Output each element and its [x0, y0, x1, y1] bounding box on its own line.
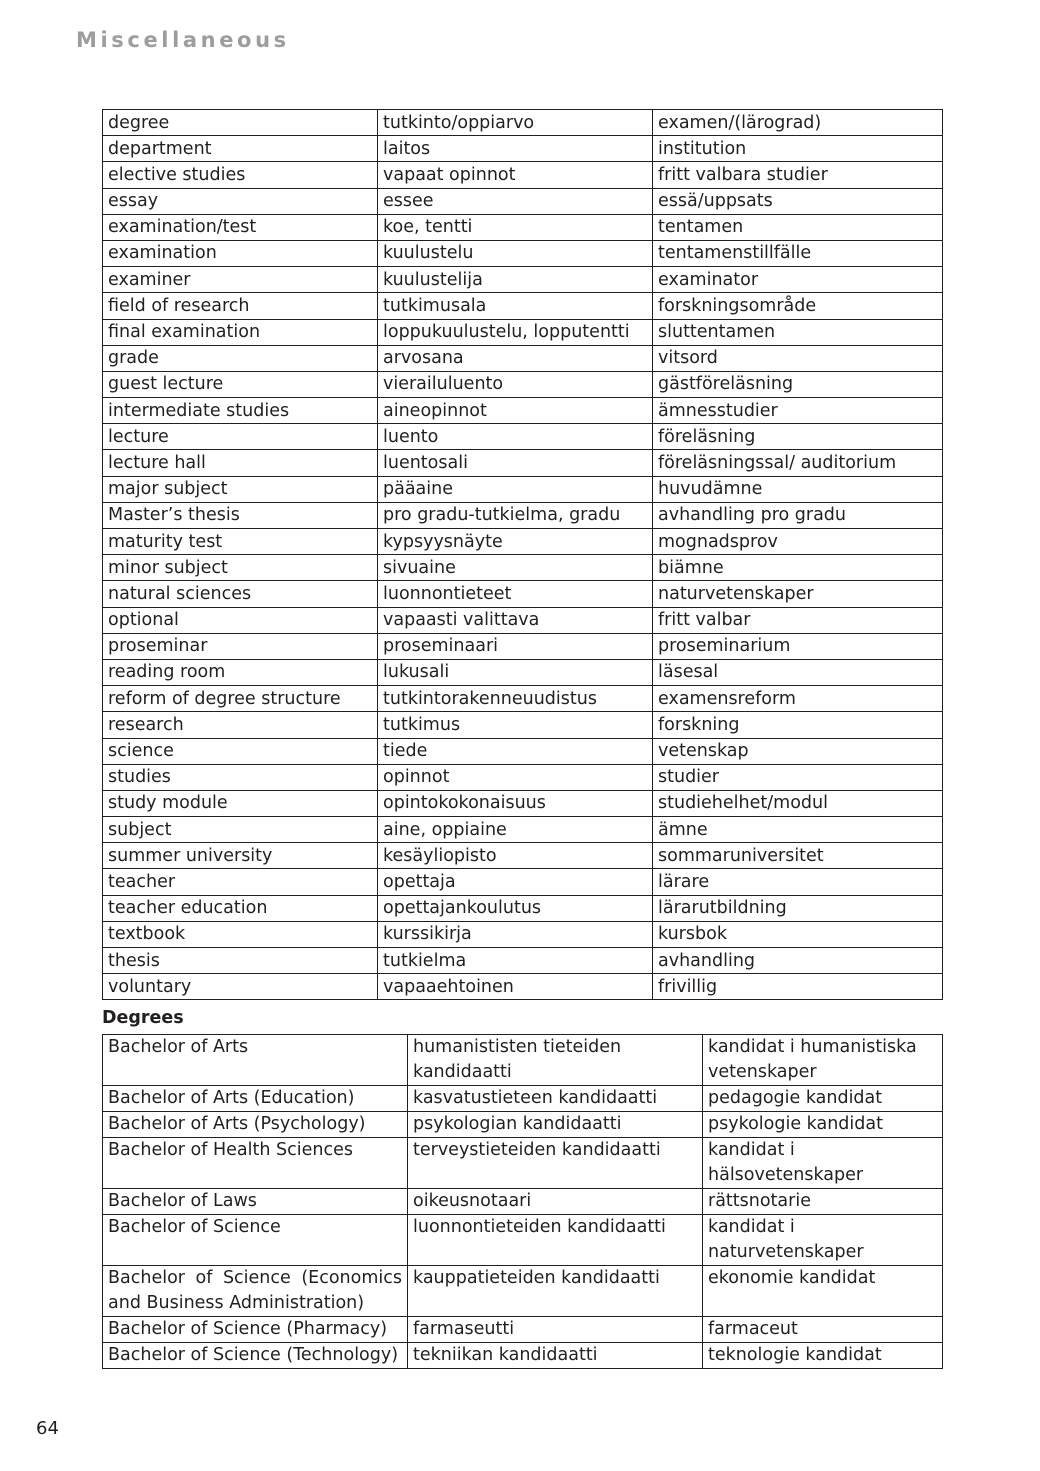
swedish-term-cell: fritt valbar	[653, 607, 943, 633]
finnish-term-cell: psykologian kandidaatti	[408, 1112, 703, 1138]
english-term-cell: examination	[103, 240, 378, 266]
swedish-term-cell: kandidat i hälsovetenskaper	[703, 1138, 943, 1189]
english-term-cell: Bachelor of Science (Pharmacy)	[103, 1317, 408, 1343]
table-row	[103, 188, 943, 214]
swedish-term-cell: sluttentamen	[653, 319, 943, 345]
table-row	[103, 293, 943, 319]
finnish-term-cell: kesäyliopisto	[378, 843, 653, 869]
swedish-term-cell: teknologie kandidat	[703, 1343, 943, 1369]
english-term-cell: science	[103, 738, 378, 764]
english-term-cell: Master’s thesis	[103, 502, 378, 528]
swedish-term-cell: tentamen	[653, 214, 943, 240]
swedish-term-cell: kandidat i humanistiska vetenskaper	[703, 1035, 943, 1086]
swedish-term-cell: institution	[653, 136, 943, 162]
table-row	[103, 895, 943, 921]
finnish-term-cell: farmaseutti	[408, 1317, 703, 1343]
english-term-cell: subject	[103, 817, 378, 843]
swedish-term-cell: proseminarium	[653, 633, 943, 659]
table-row	[103, 345, 943, 371]
english-term-cell: reform of degree structure	[103, 686, 378, 712]
finnish-term-cell: vapaasti valittava	[378, 607, 653, 633]
english-term-cell: studies	[103, 764, 378, 790]
swedish-term-cell: rättsnotarie	[703, 1189, 943, 1215]
table-row	[103, 1189, 943, 1215]
english-term-cell: grade	[103, 345, 378, 371]
swedish-term-cell: ekonomie kandidat	[703, 1266, 943, 1317]
table-row	[103, 1215, 943, 1266]
swedish-term-cell: lärarutbildning	[653, 895, 943, 921]
terms-table	[102, 109, 943, 1000]
finnish-term-cell: kypsyysnäyte	[378, 529, 653, 555]
swedish-term-cell: mognadsprov	[653, 529, 943, 555]
english-term-cell: thesis	[103, 948, 378, 974]
swedish-term-cell: studier	[653, 764, 943, 790]
finnish-term-cell: kurssikirja	[378, 921, 653, 947]
table-row	[103, 738, 943, 764]
finnish-term-cell: kauppatieteiden kandidaatti	[408, 1266, 703, 1317]
table-row	[103, 1138, 943, 1189]
swedish-term-cell: ämne	[653, 817, 943, 843]
finnish-term-cell: luonnontieteiden kandidaatti	[408, 1215, 703, 1266]
english-term-cell: final examination	[103, 319, 378, 345]
table-row	[103, 1266, 943, 1317]
table-row	[103, 843, 943, 869]
finnish-term-cell: aineopinnot	[378, 398, 653, 424]
swedish-term-cell: huvudämne	[653, 476, 943, 502]
english-term-cell: proseminar	[103, 633, 378, 659]
english-term-cell: Bachelor of Arts (Education)	[103, 1086, 408, 1112]
english-term-cell: elective studies	[103, 162, 378, 188]
table-row	[103, 214, 943, 240]
swedish-term-cell: kursbok	[653, 921, 943, 947]
finnish-term-cell: arvosana	[378, 345, 653, 371]
english-term-cell: major subject	[103, 476, 378, 502]
english-term-cell: minor subject	[103, 555, 378, 581]
table-row	[103, 921, 943, 947]
finnish-term-cell: tutkimusala	[378, 293, 653, 319]
finnish-term-cell: tutkielma	[378, 948, 653, 974]
finnish-term-cell: essee	[378, 188, 653, 214]
finnish-term-cell: loppukuulustelu, lopputentti	[378, 319, 653, 345]
english-term-cell: Bachelor of Science (Technology)	[103, 1343, 408, 1369]
swedish-term-cell: examen/(lärograd)	[653, 110, 943, 136]
running-head: Miscellaneous	[76, 28, 290, 52]
english-term-cell: guest lecture	[103, 371, 378, 397]
swedish-term-cell: läsesal	[653, 659, 943, 685]
english-term-cell: reading room	[103, 659, 378, 685]
swedish-term-cell: gästföreläsning	[653, 371, 943, 397]
english-term-cell: research	[103, 712, 378, 738]
finnish-term-cell: tutkintorakenneuudistus	[378, 686, 653, 712]
finnish-term-cell: laitos	[378, 136, 653, 162]
english-term-cell: Bachelor of Science	[103, 1215, 408, 1266]
table-row	[103, 371, 943, 397]
finnish-term-cell: koe, tentti	[378, 214, 653, 240]
table-row	[103, 529, 943, 555]
table-row	[103, 162, 943, 188]
english-term-cell: field of research	[103, 293, 378, 319]
swedish-term-cell: biämne	[653, 555, 943, 581]
finnish-term-cell: pro gradu-tutkielma, gradu	[378, 502, 653, 528]
table-row	[103, 607, 943, 633]
english-term-cell: lecture hall	[103, 450, 378, 476]
swedish-term-cell: föreläsning	[653, 424, 943, 450]
swedish-term-cell: studiehelhet/modul	[653, 790, 943, 816]
finnish-term-cell: oikeusnotaari	[408, 1189, 703, 1215]
english-term-cell: textbook	[103, 921, 378, 947]
table-row	[103, 110, 943, 136]
english-term-cell: Bachelor of Arts	[103, 1035, 408, 1086]
english-term-cell: Bachelor of Health Sciences	[103, 1138, 408, 1189]
finnish-term-cell: proseminaari	[378, 633, 653, 659]
swedish-term-cell: avhandling pro gradu	[653, 502, 943, 528]
finnish-term-cell: opinnot	[378, 764, 653, 790]
english-term-cell: department	[103, 136, 378, 162]
finnish-term-cell: sivuaine	[378, 555, 653, 581]
english-term-cell: examiner	[103, 267, 378, 293]
finnish-term-cell: humanististen tieteiden kandidaatti	[408, 1035, 703, 1086]
table-row	[103, 659, 943, 685]
table-row	[103, 136, 943, 162]
english-term-cell: degree	[103, 110, 378, 136]
finnish-term-cell: tutkinto/oppiarvo	[378, 110, 653, 136]
english-term-cell: study module	[103, 790, 378, 816]
swedish-term-cell: avhandling	[653, 948, 943, 974]
table-row	[103, 1035, 943, 1086]
table-row	[103, 712, 943, 738]
english-term-cell: summer university	[103, 843, 378, 869]
page-number: 64	[36, 1418, 59, 1439]
swedish-term-cell: farmaceut	[703, 1317, 943, 1343]
swedish-term-cell: frivillig	[653, 974, 943, 1000]
degrees-table	[102, 1034, 943, 1369]
swedish-term-cell: fritt valbara studier	[653, 162, 943, 188]
table-row	[103, 240, 943, 266]
table-row	[103, 476, 943, 502]
table-row	[103, 948, 943, 974]
finnish-term-cell: kasvatustieteen kandidaatti	[408, 1086, 703, 1112]
english-term-cell: Bachelor of Laws	[103, 1189, 408, 1215]
table-row	[103, 764, 943, 790]
table-row	[103, 450, 943, 476]
finnish-term-cell: kuulustelu	[378, 240, 653, 266]
english-term-cell: teacher	[103, 869, 378, 895]
swedish-term-cell: naturvetenskaper	[653, 581, 943, 607]
table-row	[103, 974, 943, 1000]
table-row	[103, 686, 943, 712]
finnish-term-cell: vapaat opinnot	[378, 162, 653, 188]
table-row	[103, 502, 943, 528]
swedish-term-cell: vitsord	[653, 345, 943, 371]
finnish-term-cell: vierailuluento	[378, 371, 653, 397]
english-term-cell: maturity test	[103, 529, 378, 555]
swedish-term-cell: examensreform	[653, 686, 943, 712]
table-row	[103, 581, 943, 607]
swedish-term-cell: forskningsområde	[653, 293, 943, 319]
table-row	[103, 869, 943, 895]
table-row	[103, 817, 943, 843]
english-term-cell: voluntary	[103, 974, 378, 1000]
swedish-term-cell: essä/uppsats	[653, 188, 943, 214]
finnish-term-cell: tekniikan kandidaatti	[408, 1343, 703, 1369]
swedish-term-cell: examinator	[653, 267, 943, 293]
english-term-cell: essay	[103, 188, 378, 214]
table-row	[103, 1112, 943, 1138]
english-term-cell: teacher education	[103, 895, 378, 921]
english-term-cell: lecture	[103, 424, 378, 450]
finnish-term-cell: lukusali	[378, 659, 653, 685]
swedish-term-cell: psykologie kandidat	[703, 1112, 943, 1138]
table-row	[103, 1343, 943, 1369]
swedish-term-cell: ämnesstudier	[653, 398, 943, 424]
table-row	[103, 555, 943, 581]
finnish-term-cell: luento	[378, 424, 653, 450]
finnish-term-cell: kuulustelija	[378, 267, 653, 293]
finnish-term-cell: vapaaehtoinen	[378, 974, 653, 1000]
finnish-term-cell: tiede	[378, 738, 653, 764]
table-row	[103, 319, 943, 345]
finnish-term-cell: opettajankoulutus	[378, 895, 653, 921]
finnish-term-cell: opettaja	[378, 869, 653, 895]
english-term-cell: examination/test	[103, 214, 378, 240]
english-term-cell: Bachelor of Science (Economics and Business Administration)	[103, 1266, 408, 1317]
swedish-term-cell: lärare	[653, 869, 943, 895]
finnish-term-cell: opintokokonaisuus	[378, 790, 653, 816]
swedish-term-cell: kandidat i naturvetenskaper	[703, 1215, 943, 1266]
english-term-cell: optional	[103, 607, 378, 633]
table-row	[103, 1317, 943, 1343]
table-row	[103, 398, 943, 424]
table-row	[103, 790, 943, 816]
table-row	[103, 267, 943, 293]
english-term-cell: natural sciences	[103, 581, 378, 607]
english-term-cell: Bachelor of Arts (Psychology)	[103, 1112, 408, 1138]
degrees-heading: Degrees	[102, 1008, 184, 1028]
swedish-term-cell: forskning	[653, 712, 943, 738]
swedish-term-cell: pedagogie kandidat	[703, 1086, 943, 1112]
finnish-term-cell: luentosali	[378, 450, 653, 476]
finnish-term-cell: aine, oppiaine	[378, 817, 653, 843]
swedish-term-cell: vetenskap	[653, 738, 943, 764]
table-row	[103, 1086, 943, 1112]
finnish-term-cell: terveystieteiden kandidaatti	[408, 1138, 703, 1189]
swedish-term-cell: tentamenstillfälle	[653, 240, 943, 266]
finnish-term-cell: tutkimus	[378, 712, 653, 738]
table-row	[103, 424, 943, 450]
table-row	[103, 633, 943, 659]
finnish-term-cell: luonnontieteet	[378, 581, 653, 607]
swedish-term-cell: föreläsningssal/ auditorium	[653, 450, 943, 476]
swedish-term-cell: sommaruniversitet	[653, 843, 943, 869]
finnish-term-cell: pääaine	[378, 476, 653, 502]
english-term-cell: intermediate studies	[103, 398, 378, 424]
